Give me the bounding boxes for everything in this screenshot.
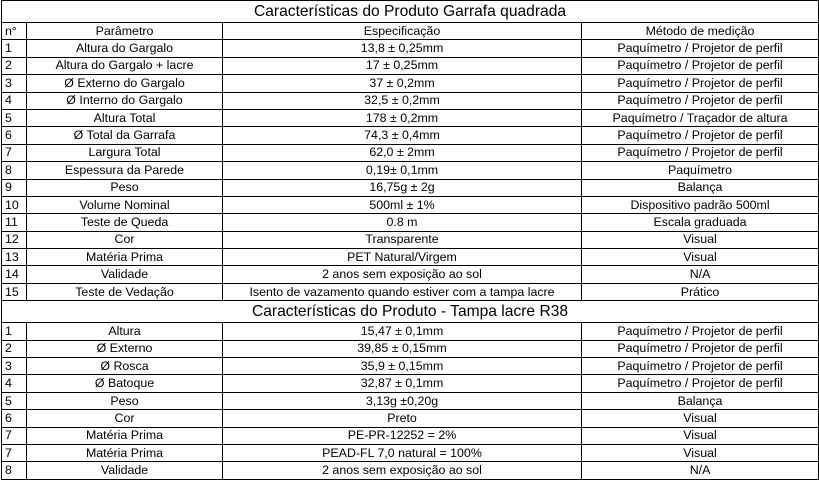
table-row xyxy=(2,427,819,444)
parameter-cell: Ø Externo do Gargalo xyxy=(27,75,223,92)
table-row xyxy=(2,375,819,392)
specification-sheet xyxy=(1,0,818,480)
spec-table xyxy=(1,0,819,480)
table-row xyxy=(2,392,819,409)
row-number: 8 xyxy=(2,162,27,179)
method-cell: Visual xyxy=(582,444,819,461)
row-number: 6 xyxy=(2,127,27,144)
parameter-cell: Ø Batoque xyxy=(27,375,223,392)
parameter-cell: Largura Total xyxy=(27,144,223,161)
specification-cell: Isento de vazamento quando estiver com a tampa lacre xyxy=(223,283,582,300)
method-cell: Paquímetro / Projetor de perfil xyxy=(582,323,819,340)
specification-cell: 13,8 ± 0,25mm xyxy=(223,40,582,57)
method-cell: Paquímetro / Projetor de perfil xyxy=(582,57,819,74)
specification-cell: 15,47 ± 0,1mm xyxy=(223,323,582,340)
section-title-row xyxy=(2,1,819,23)
specification-cell: PE-PR-12252 = 2% xyxy=(223,427,582,444)
method-cell: N/A xyxy=(582,462,819,479)
parameter-cell: Peso xyxy=(27,392,223,409)
method-cell: Paquímetro / Projetor de perfil xyxy=(582,40,819,57)
specification-cell: 2 anos sem exposição ao sol xyxy=(223,462,582,479)
method-cell: Visual xyxy=(582,427,819,444)
row-number: 5 xyxy=(2,392,27,409)
header-row xyxy=(2,23,819,40)
method-cell: Visual xyxy=(582,231,819,248)
method-cell: Paquímetro / Projetor de perfil xyxy=(582,127,819,144)
parameter-cell: Ø Rosca xyxy=(27,358,223,375)
row-number: 1 xyxy=(2,323,27,340)
method-cell: Paquímetro / Traçador de altura xyxy=(582,109,819,126)
specification-cell: 2 anos sem exposição ao sol xyxy=(223,266,582,283)
parameter-cell: Altura do Gargalo xyxy=(27,40,223,57)
specification-cell: 16,75g ± 2g xyxy=(223,179,582,196)
method-cell: Escala graduada xyxy=(582,214,819,231)
table-row xyxy=(2,109,819,126)
section-title: Características do Produto - Tampa lacre R38 xyxy=(2,301,819,323)
parameter-cell: Altura Total xyxy=(27,109,223,126)
parameter-cell: Espessura da Parede xyxy=(27,162,223,179)
method-cell: Dispositivo padrão 500ml xyxy=(582,196,819,213)
specification-cell: 39,85 ± 0,15mm xyxy=(223,340,582,357)
row-number: 7 xyxy=(2,144,27,161)
specification-cell: PET Natural/Virgem xyxy=(223,249,582,266)
row-number: 3 xyxy=(2,358,27,375)
parameter-cell: Teste de Vedação xyxy=(27,283,223,300)
method-cell: Paquímetro / Projetor de perfil xyxy=(582,75,819,92)
method-cell: Balança xyxy=(582,392,819,409)
method-cell: Paquímetro / Projetor de perfil xyxy=(582,358,819,375)
parameter-cell: Altura xyxy=(27,323,223,340)
section-title: Características do Produto Garrafa quadrada xyxy=(2,1,819,23)
specification-cell: PEAD-FL 7,0 natural = 100% xyxy=(223,444,582,461)
table-row xyxy=(2,162,819,179)
table-row xyxy=(2,40,819,57)
table-row xyxy=(2,144,819,161)
row-number: 1 xyxy=(2,40,27,57)
method-cell: Paquímetro / Projetor de perfil xyxy=(582,375,819,392)
method-cell: N/A xyxy=(582,266,819,283)
row-number: 4 xyxy=(2,92,27,109)
row-number: 4 xyxy=(2,375,27,392)
specification-cell: 500ml ± 1% xyxy=(223,196,582,213)
table-row xyxy=(2,75,819,92)
table-row xyxy=(2,57,819,74)
row-number: 15 xyxy=(2,283,27,300)
parameter-cell: Cor xyxy=(27,231,223,248)
specification-cell: 0,19± 0,1mm xyxy=(223,162,582,179)
table-row xyxy=(2,127,819,144)
table-row xyxy=(2,231,819,248)
row-number: 2 xyxy=(2,340,27,357)
row-number: 7 xyxy=(2,444,27,461)
row-number: 9 xyxy=(2,179,27,196)
method-cell: Balança xyxy=(582,179,819,196)
column-header-specification: Especificação xyxy=(223,23,582,40)
specification-cell: 37 ± 0,2mm xyxy=(223,75,582,92)
specification-cell: Preto xyxy=(223,410,582,427)
parameter-cell: Ø Interno do Gargalo xyxy=(27,92,223,109)
table-row xyxy=(2,249,819,266)
section-title-row xyxy=(2,301,819,323)
table-row xyxy=(2,92,819,109)
row-number: 13 xyxy=(2,249,27,266)
parameter-cell: Volume Nominal xyxy=(27,196,223,213)
specification-cell: 0.8 m xyxy=(223,214,582,231)
method-cell: Paquímetro / Projetor de perfil xyxy=(582,144,819,161)
specification-cell: 32,87 ± 0,1mm xyxy=(223,375,582,392)
specification-cell: 17 ± 0,25mm xyxy=(223,57,582,74)
parameter-cell: Teste de Queda xyxy=(27,214,223,231)
row-number: 8 xyxy=(2,462,27,479)
parameter-cell: Peso xyxy=(27,179,223,196)
row-number: 7 xyxy=(2,427,27,444)
spec-table-body xyxy=(2,1,819,480)
parameter-cell: Cor xyxy=(27,410,223,427)
method-cell: Visual xyxy=(582,410,819,427)
row-number: 14 xyxy=(2,266,27,283)
table-row xyxy=(2,444,819,461)
table-row xyxy=(2,340,819,357)
specification-cell: 35,9 ± 0,15mm xyxy=(223,358,582,375)
specification-cell: 3,13g ±0,20g xyxy=(223,392,582,409)
row-number: 3 xyxy=(2,75,27,92)
method-cell: Paquímetro / Projetor de perfil xyxy=(582,340,819,357)
parameter-cell: Validade xyxy=(27,266,223,283)
specification-cell: Transparente xyxy=(223,231,582,248)
method-cell: Paquímetro xyxy=(582,162,819,179)
method-cell: Paquímetro / Projetor de perfil xyxy=(582,92,819,109)
table-row xyxy=(2,323,819,340)
parameter-cell: Matéria Prima xyxy=(27,249,223,266)
table-row xyxy=(2,196,819,213)
table-row xyxy=(2,266,819,283)
specification-cell: 178 ± 0,2mm xyxy=(223,109,582,126)
row-number: 6 xyxy=(2,410,27,427)
row-number: 10 xyxy=(2,196,27,213)
column-header-method: Método de medição xyxy=(582,23,819,40)
table-row xyxy=(2,358,819,375)
parameter-cell: Validade xyxy=(27,462,223,479)
table-row xyxy=(2,283,819,300)
parameter-cell: Matéria Prima xyxy=(27,444,223,461)
method-cell: Prático xyxy=(582,283,819,300)
row-number: 2 xyxy=(2,57,27,74)
parameter-cell: Matéria Prima xyxy=(27,427,223,444)
specification-cell: 74,3 ± 0,4mm xyxy=(223,127,582,144)
method-cell: Visual xyxy=(582,249,819,266)
row-number: 5 xyxy=(2,109,27,126)
table-row xyxy=(2,410,819,427)
table-row xyxy=(2,179,819,196)
table-row xyxy=(2,214,819,231)
table-row xyxy=(2,462,819,479)
parameter-cell: Ø Total da Garrafa xyxy=(27,127,223,144)
parameter-cell: Ø Externo xyxy=(27,340,223,357)
specification-cell: 62,0 ± 2mm xyxy=(223,144,582,161)
specification-cell: 32,5 ± 0,2mm xyxy=(223,92,582,109)
column-header-number: n° xyxy=(2,23,27,40)
row-number: 12 xyxy=(2,231,27,248)
parameter-cell: Altura do Gargalo + lacre xyxy=(27,57,223,74)
column-header-parameter: Parâmetro xyxy=(27,23,223,40)
row-number: 11 xyxy=(2,214,27,231)
